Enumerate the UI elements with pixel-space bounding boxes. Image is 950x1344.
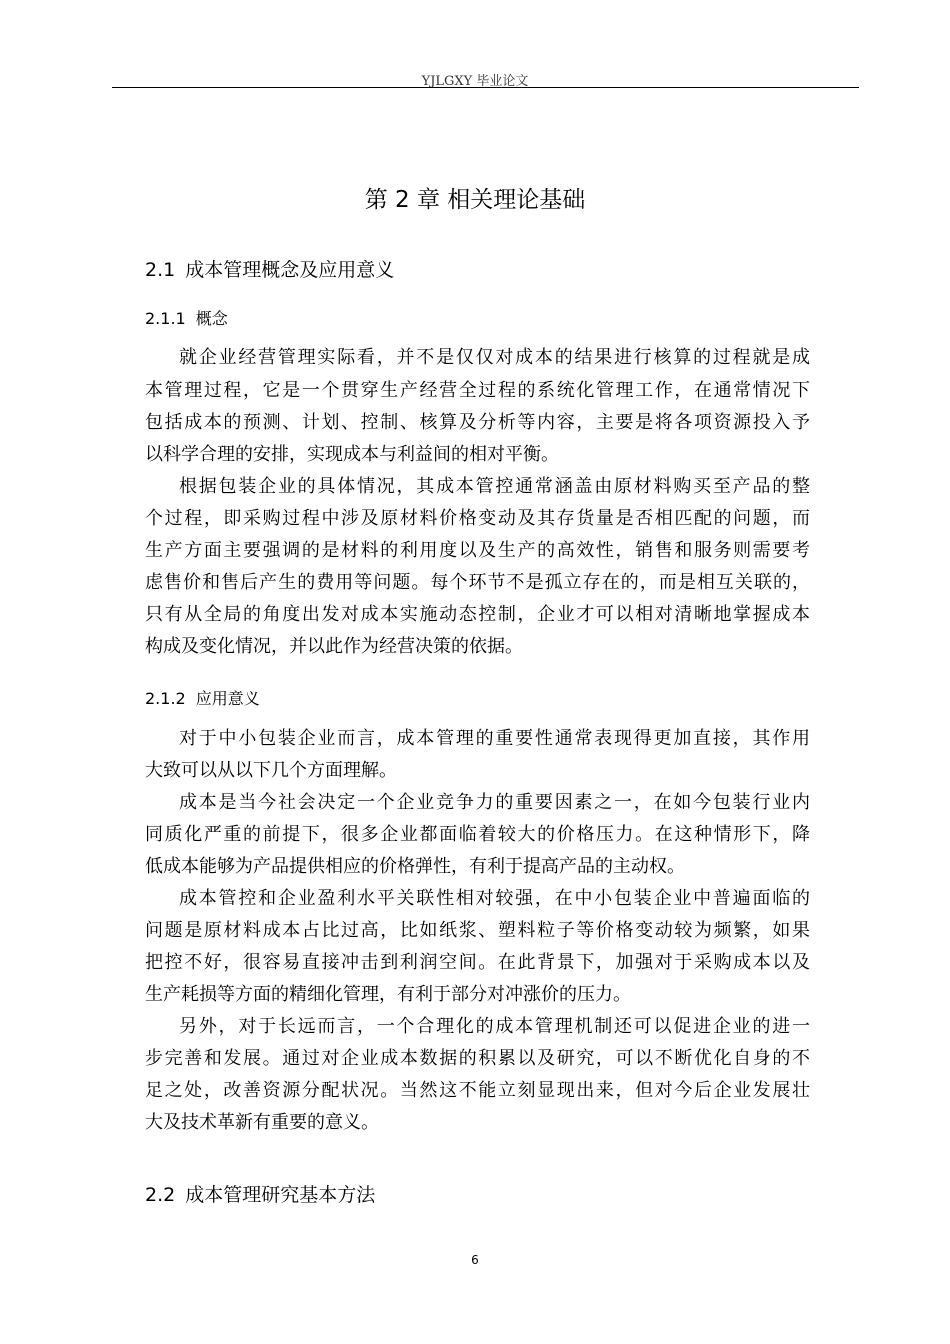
text-line: 步完善和发展。通过对企业成本数据的积累以及研究，可以不断优化自身的不 [145, 1048, 810, 1069]
section-title: 成本管理概念及应用意义 [185, 259, 395, 281]
page-number: 6 [471, 1253, 479, 1267]
text-line: 成本是当今社会决定一个企业竞争力的重要因素之一，在如今包装行业内 [179, 792, 810, 813]
text-line: 只有从全局的角度出发对成本实施动态控制，企业才可以相对清晰地掌握成本 [145, 604, 810, 625]
text-line: 低成本能够为产品提供相应的价格弹性，有利于提高产品的主动权。 [145, 856, 685, 877]
chapter-title: 第 2 章 相关理论基础 [364, 187, 586, 213]
subsection-number: 2.1.1 [145, 309, 186, 328]
section-heading-2-2 [145, 1180, 375, 1207]
running-header: YJLGXY 毕业论文 [421, 74, 529, 89]
text-line: 生产方面主要强调的是材料的利用度以及生产的高效性，销售和服务则需要考 [145, 540, 810, 561]
subsection-title: 概念 [195, 309, 228, 328]
text-line: 大致可以从以下几个方面理解。 [145, 760, 397, 781]
text-line: 虑售价和售后产生的费用等问题。每个环节不是孤立存在的，而是相互关联的， [145, 572, 810, 593]
text-line: 大及技术革新有重要的意义。 [145, 1112, 379, 1133]
text-line: 足之处，改善资源分配状况。当然这不能立刻显现出来，但对今后企业发展壮 [145, 1080, 810, 1101]
text-line: 成本管控和企业盈利水平关联性相对较强，在中小包装企业中普遍面临的 [179, 888, 810, 909]
subsection-number: 2.1.2 [145, 689, 186, 708]
section-title: 成本管理研究基本方法 [185, 1184, 376, 1206]
text-line: 问题是原材料成本占比过高，比如纸浆、塑料粒子等价格变动较为频繁，如果 [145, 920, 810, 941]
section-number: 2.2 [145, 1184, 176, 1206]
text-line: 个过程，即采购过程中涉及原材料价格变动及其存货量是否相匹配的问题，而 [145, 508, 810, 529]
text-line: 包括成本的预测、计划、控制、核算及分析等内容，主要是将各项资源投入予 [145, 412, 810, 433]
subsection-title: 应用意义 [195, 689, 260, 708]
text-line: 把控不好，很容易直接冲击到利润空间。在此背景下，加强对于采购成本以及 [145, 952, 810, 973]
text-line: 构成及变化情况，并以此作为经营决策的依据。 [145, 636, 523, 657]
subsection-heading-2-1-2 [145, 686, 260, 709]
text-line: 本管理过程，它是一个贯穿生产经营全过程的系统化管理工作，在通常情况下 [145, 380, 810, 401]
subsection-heading-2-1-1 [145, 306, 228, 329]
section-number: 2.1 [145, 259, 176, 281]
header-rule [112, 87, 859, 88]
text-line: 同质化严重的前提下，很多企业都面临着较大的价格压力。在这种情形下，降 [145, 824, 810, 845]
section-heading-2-1 [145, 255, 394, 282]
text-line: 就企业经营管理实际看，并不是仅仅对成本的结果进行核算的过程就是成 [179, 347, 810, 368]
text-line: 对于中小包装企业而言，成本管理的重要性通常表现得更加直接，其作用 [179, 728, 810, 749]
text-line: 另外，对于长远而言，一个合理化的成本管理机制还可以促进企业的进一 [179, 1016, 810, 1037]
text-line: 根据包装企业的具体情况，其成本管控通常涵盖由原材料购买至产品的整 [179, 476, 810, 497]
text-line: 生产耗损等方面的精细化管理，有利于部分对冲涨价的压力。 [145, 984, 631, 1005]
text-line: 以科学合理的安排，实现成本与利益间的相对平衡。 [145, 444, 559, 465]
